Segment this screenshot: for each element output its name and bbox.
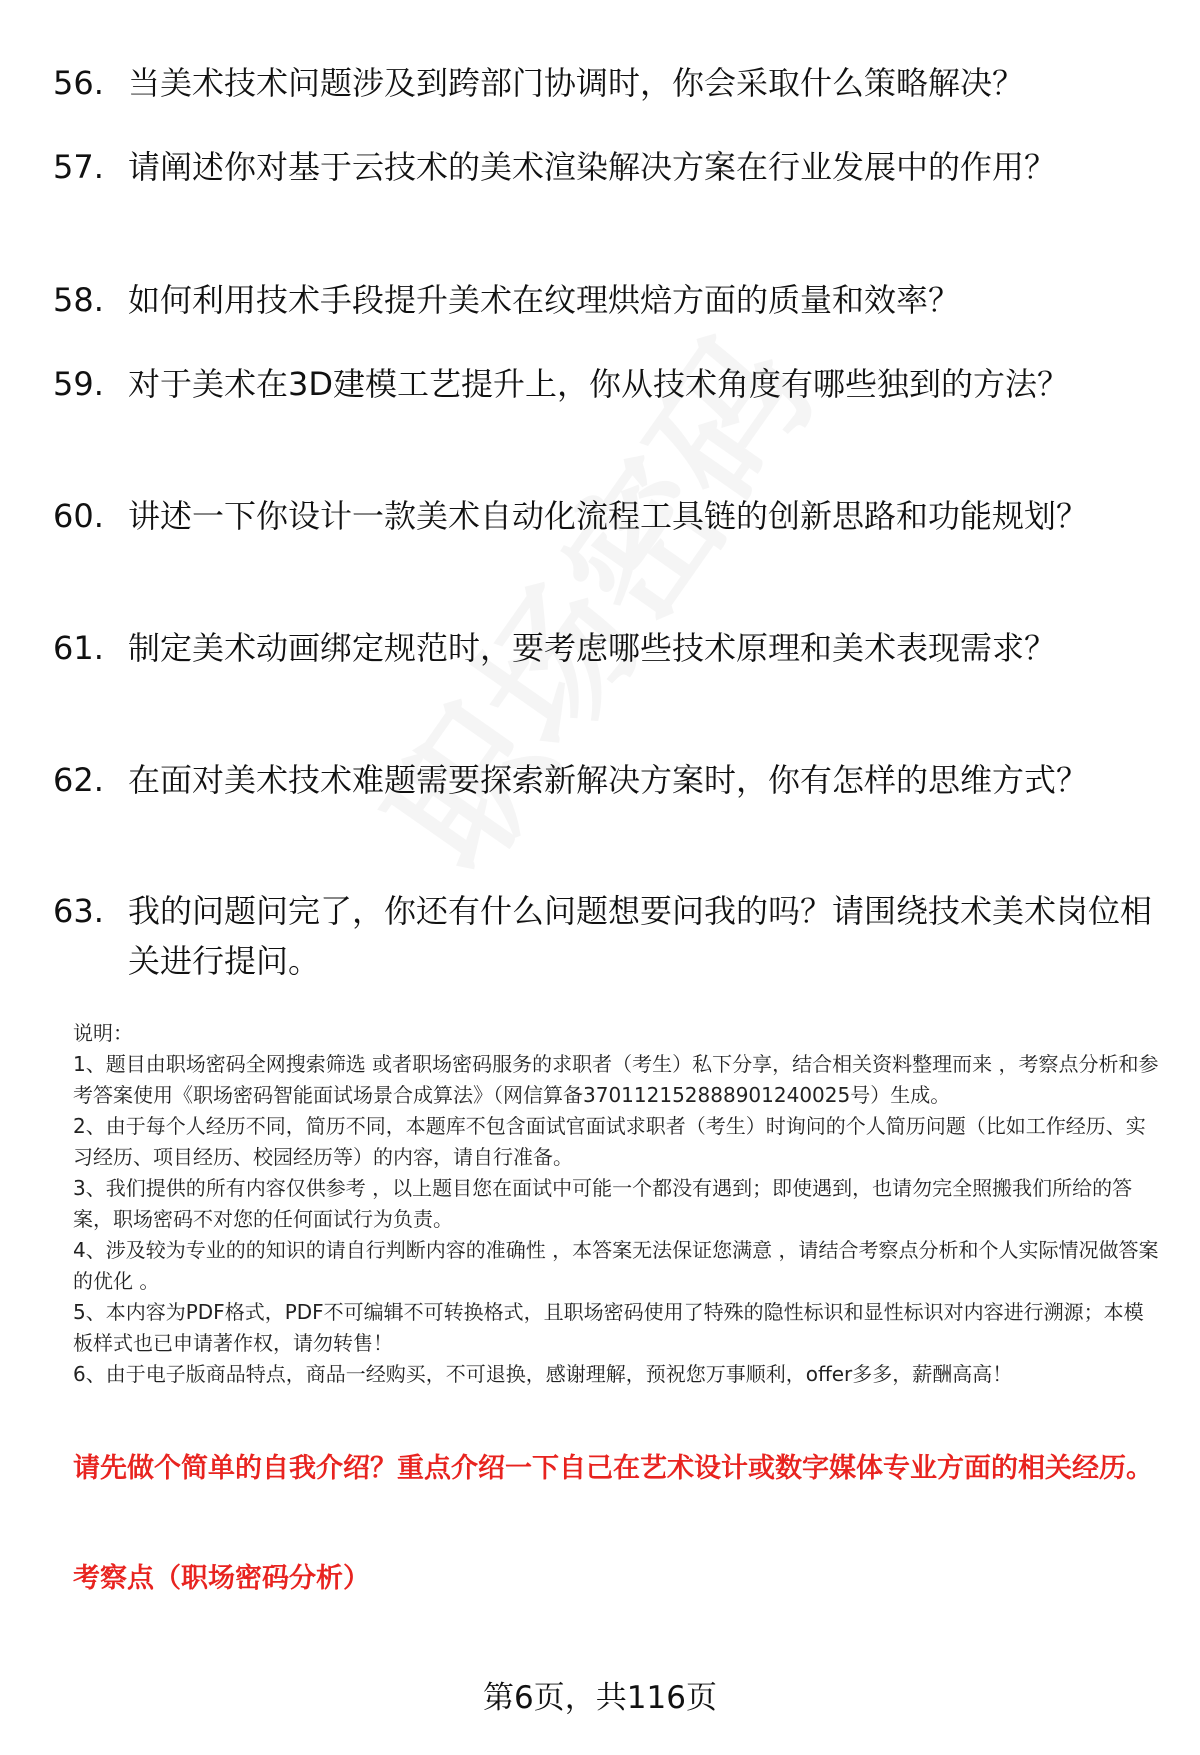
- question-text: 制定美术动画绑定规范时，要考虑哪些技术原理和美术表现需求？: [128, 629, 1057, 667]
- disclaimer-notes: [73, 1018, 1163, 1390]
- question-number: 63.: [53, 892, 104, 930]
- question-text: 讲述一下你设计一款美术自动化流程工具链的创新思路和功能规划？: [128, 497, 1089, 535]
- question-heading: 请先做个简单的自我介绍？重点介绍一下自己在艺术设计或数字媒体专业方面的相关经历。: [73, 1453, 1153, 1484]
- question-number: 61.: [53, 629, 104, 667]
- question-number: 59.: [53, 365, 104, 403]
- notes-title: 说明：: [73, 1021, 133, 1045]
- question-text: 对于美术在3D建模工艺提升上，你从技术角度有哪些独到的方法？: [128, 365, 1070, 403]
- note-item: 6、由于电子版商品特点，商品一经购买，不可退换，感谢理解，预祝您万事顺利，offer多多，薪酬高高！: [73, 1362, 1013, 1386]
- page-footer: 第6页，共116页: [483, 1680, 717, 1716]
- question-item: [53, 491, 1153, 541]
- question-number: 57.: [53, 148, 104, 186]
- question-text: 请阐述你对基于云技术的美术渲染解决方案在行业发展中的作用？: [128, 148, 1057, 186]
- question-item: [53, 275, 1153, 325]
- question-item: [53, 886, 1153, 986]
- question-item: [53, 359, 1153, 409]
- question-number: 60.: [53, 497, 104, 535]
- note-item: 5、本内容为PDF格式，PDF不可编辑不可转换格式，且职场密码使用了特殊的隐性标识和显性标识对内容进行溯源；本模板样式也已申请著作权，请勿转售！: [73, 1300, 1144, 1355]
- question-item: [53, 58, 1153, 108]
- question-text: 在面对美术技术难题需要探索新解决方案时，你有怎样的思维方式？: [128, 761, 1089, 799]
- note-item: 4、涉及较为专业的的知识的请自行判断内容的准确性 ，本答案无法保证您满意 ，请结合考察点分析和个人实际情况做答案的优化 。: [73, 1238, 1159, 1293]
- question-number: 62.: [53, 761, 104, 799]
- analysis-heading: 考察点（职场密码分析）: [73, 1563, 370, 1594]
- question-item: [53, 623, 1153, 673]
- question-item: [53, 142, 1153, 192]
- note-item: 1、题目由职场密码全网搜索筛选 或者职场密码服务的求职者（考生）私下分享，结合相关资料整理而来 ，考察点分析和参考答案使用《职场密码智能面试场景合成算法》（网信算备370112152888901240025号）生成。: [73, 1052, 1159, 1107]
- question-text: 当美术技术问题涉及到跨部门协调时，你会采取什么策略解决？: [128, 64, 1025, 102]
- question-text: 如何利用技术手段提升美术在纹理烘焙方面的质量和效率？: [128, 281, 961, 319]
- note-item: 2、由于每个人经历不同，简历不同，本题库不包含面试官面试求职者（考生）时询问的个人简历问题（比如工作经历、实习经历、项目经历、校园经历等）的内容，请自行准备。: [73, 1114, 1146, 1169]
- question-text: 我的问题问完了，你还有什么问题想要问我的吗？请围绕技术美术岗位相关进行提问。: [128, 892, 1153, 980]
- question-number: 56.: [53, 64, 104, 102]
- question-item: [53, 755, 1153, 805]
- note-item: 3、我们提供的所有内容仅供参考 ，以上题目您在面试中可能一个都没有遇到；即使遇到，也请勿完全照搬我们所给的答案，职场密码不对您的任何面试行为负责。: [73, 1176, 1133, 1231]
- question-number: 58.: [53, 281, 104, 319]
